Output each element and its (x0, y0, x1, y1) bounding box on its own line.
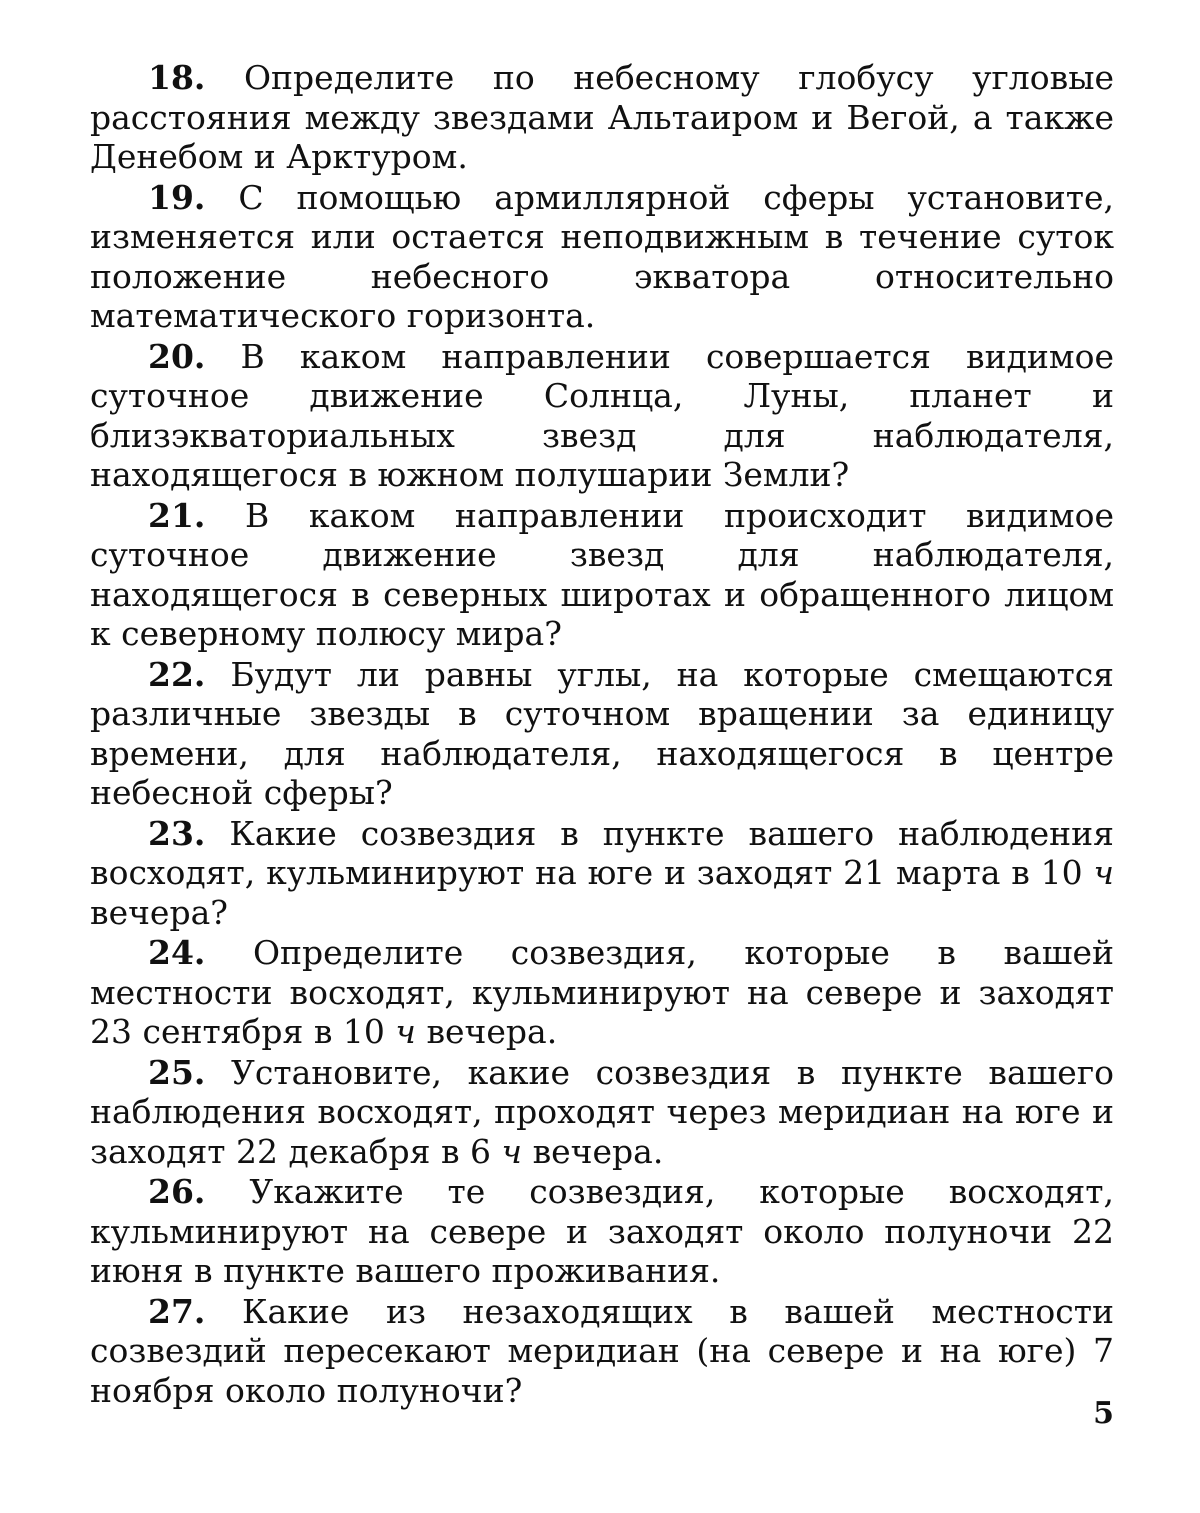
problem-number: 23. (148, 813, 206, 853)
problem-text: С помощью армиллярной сферы установите, изменяется или остается неподвижным в течение суток положение небесного экватора относительно математического горизонта. (90, 177, 1114, 335)
problem-27 (90, 1292, 1114, 1411)
problem-20 (90, 337, 1114, 495)
problem-text: Какие созвездия в пункте вашего наблюдения восходят, кульминируют на юге и заходят 21 марта в 10 (90, 813, 1114, 892)
problem-number: 24. (148, 933, 206, 972)
hour-unit: ч (1093, 853, 1114, 892)
problem-text: Определите созвездия, которые в вашей местности восходят, кульминируют на севере и заходят 23 сентября в 10 (90, 933, 1114, 1051)
problem-24 (90, 933, 1114, 1052)
problem-number: 26. (148, 1172, 206, 1211)
problem-text: Какие из незаходящих в вашей местности созвездий пересекают меридиан (на севере и на юге) 7 ноября около полуночи? (90, 1291, 1114, 1410)
problem-number: 19. (148, 177, 206, 217)
problem-19 (90, 178, 1114, 336)
problem-number: 21. (148, 495, 206, 535)
problem-23 (90, 814, 1114, 933)
problem-21 (90, 496, 1114, 654)
problem-text-end: вечера. (532, 1131, 664, 1171)
hour-unit: ч (501, 1131, 523, 1171)
problem-22 (90, 655, 1114, 813)
page-number: 5 (1093, 1396, 1114, 1431)
problem-number: 20. (148, 336, 206, 376)
problem-text: В каком направлении происходит видимое суточное движение звезд для наблюдателя, находящегося в северных широтах и обращенного лицом к северному полюсу мира? (90, 495, 1114, 653)
problem-18 (90, 58, 1114, 177)
problem-number: 27. (148, 1291, 206, 1331)
problem-number: 18. (148, 58, 206, 97)
problem-text: Установите, какие созвездия в пункте вашего наблюдения восходят, проходят через меридиан на юге и заходят 22 декабря в 6 (90, 1052, 1114, 1171)
problem-25 (90, 1053, 1114, 1172)
problem-number: 25. (148, 1052, 206, 1092)
problem-text: В каком направлении совершается видимое суточное движение Солнца, Луны, планет и близэкваториальных звезд для наблюдателя, находящегося в южном полушарии Земли? (90, 336, 1114, 494)
problem-text: Будут ли равны углы, на которые смещаются различные звезды в суточном вращении за единицу времени, для наблюдателя, находящегося в центре небесной сферы? (90, 654, 1115, 812)
problem-text-end: вечера? (90, 892, 228, 932)
hour-unit: ч (395, 1012, 416, 1051)
problem-text-end: вечера. (426, 1012, 558, 1051)
problem-text: Определите по небесному глобусу угловые расстояния между звездами Альтаиром и Вегой, а также Денебом и Арктуром. (90, 58, 1114, 176)
problem-26 (90, 1172, 1114, 1291)
page-body (90, 58, 1114, 1411)
problem-number: 22. (148, 654, 206, 694)
problem-text: Укажите те созвездия, которые восходят, кульминируют на севере и заходят около полуночи 22 июня в пункте вашего проживания. (90, 1172, 1114, 1290)
